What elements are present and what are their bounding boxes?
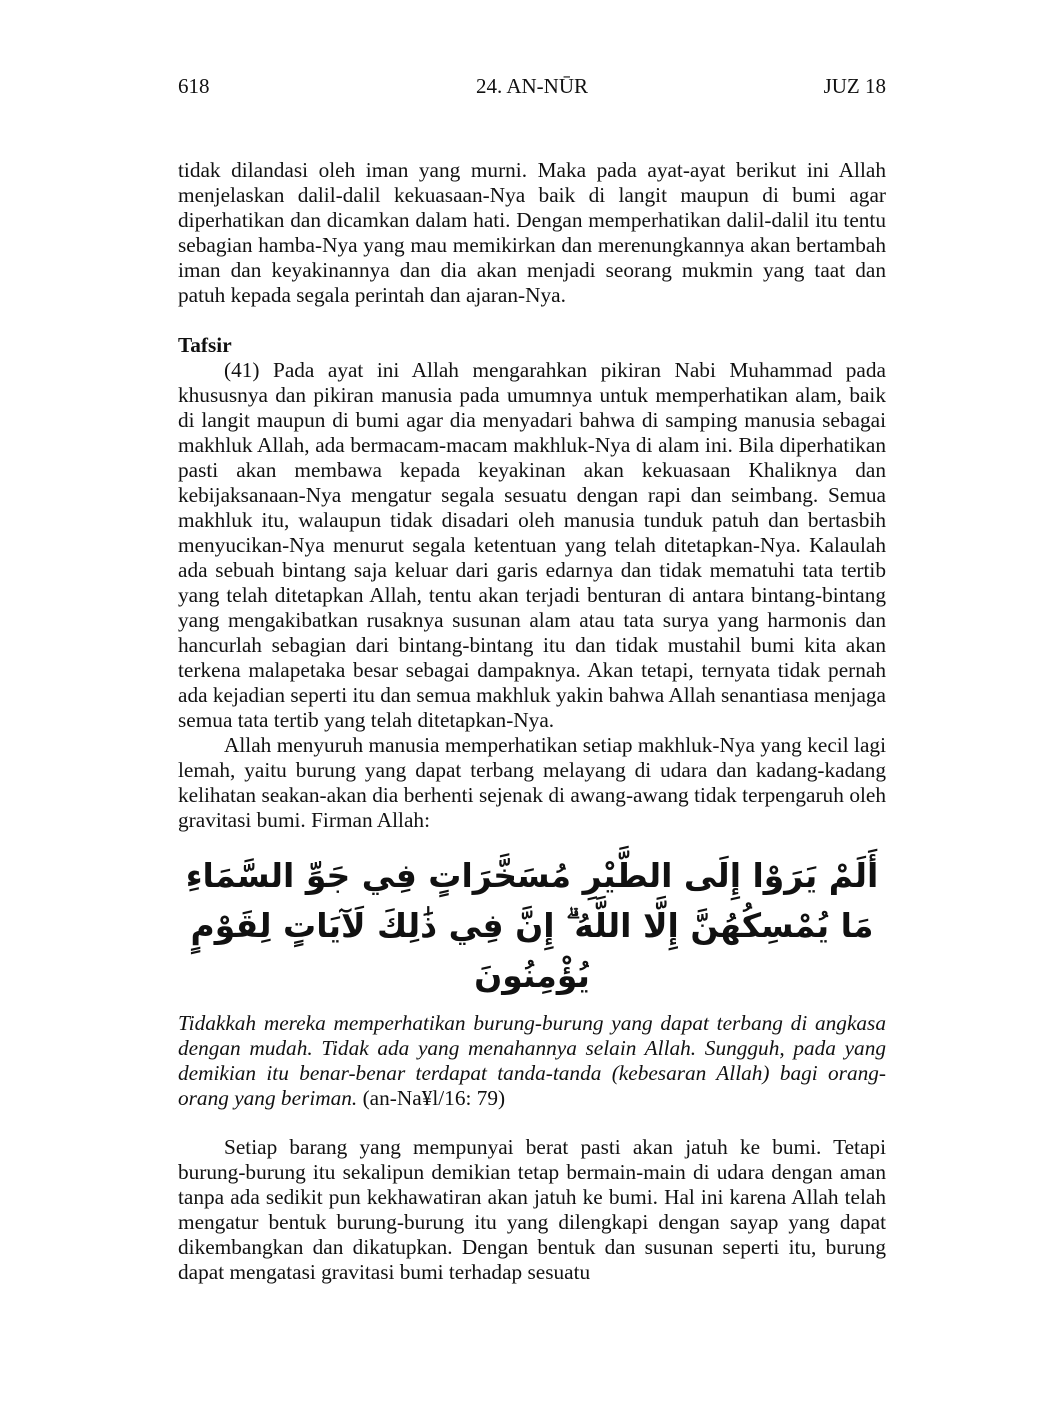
running-header [178, 74, 886, 106]
section-heading: Tafsir [178, 333, 232, 357]
intro-paragraph: tidak dilandasi oleh iman yang murni. Maka pada ayat-ayat berikut ini Allah menjelaskan dalil-dalil kekuasaan-Nya baik di langit maupun di bumi agar diperhatikan dan dicamkan dalam hati. Dengan memperhatikan dalil-dalil itu tentu sebagian hamba-Nya yang mau memikirkan dan merenungkannya akan bertambah iman dan keyakinannya dan dia akan menjadi seorang mukmin yang taat dan patuh kepada segala perintah dan ajaran-Nya. [178, 158, 886, 307]
tafsir-paragraph-1: (41) Pada ayat ini Allah mengarahkan pikiran Nabi Muhammad pada khususnya dan pikiran manusia pada umumnya untuk memperhatikan alam, baik di langit maupun di bumi agar dia menyadari bahwa di samping manusia sebagai makhluk Allah, ada bermacam-macam makhluk-Nya di alam ini. Bila diperhatikan pasti akan membawa kepada keyakinan akan kekuasaan Khaliknya dan kebijaksanaan-Nya mengatur segala sesuatu dengan rapi dan seimbang. Semua makhluk itu, walaupun tidak disadari oleh manusia tunduk patuh dan bertasbih menyucikan-Nya menurut segala ketentuan yang telah ditetapkan-Nya. Kalaulah ada sebuah bintang saja keluar dari garis edarnya dan tidak mematuhi tata tertib yang telah ditetapkan Allah, tentu akan terjadi benturan di antara bintang-bintang yang mengakibatkan rusaknya susunan alam atau tata surya yang harmonis dan hancurlah sebagian dari bintang-bintang itu dan tidak mustahil bumi kita akan terkena malapetaka besar sebagai dampaknya. Akan tetapi, ternyata tidak pernah ada kejadian seperti itu dan semua makhluk yakin bahwa Allah senantiasa menjaga semua tata tertib yang telah ditetapkan-Nya. [178, 358, 886, 732]
chapter-title: 24. AN-NŪR [475, 74, 588, 98]
verse-translation [178, 1011, 886, 1111]
verse-reference: (an-Na¥l/16: 79) [362, 1086, 506, 1110]
tafsir-paragraph-3: Setiap barang yang mempunyai berat pasti akan jatuh ke bumi. Tetapi burung-burung itu sekalipun demikian tetap bermain-main di udara dengan aman tanpa ada sedikit pun kekhawatiran akan jatuh ke bumi. Hal ini karena Allah telah mengatur bentuk burung-burung itu yang dilengkapi dengan sayap yang dapat dikembangkan dan dikatupkan. Dengan bentuk dan susunan seperti itu, burung dapat mengatasi gravitasi bumi terhadap sesuatu [178, 1135, 886, 1284]
page-number: 618 [178, 74, 210, 98]
document-page [178, 74, 886, 1285]
arabic-verse: أَلَمْ يَرَوْا إِلَى الطَّيْرِ مُسَخَّرَاتٍ فِي جَوِّ السَّمَاءِ مَا يُمْسِكُهُنَّ إِلَّا اللَّهُ ۗ إِنَّ فِي ذَٰلِكَ لَآيَاتٍ لِقَوْمٍ يُؤْمِنُونَ [185, 856, 879, 995]
translation-text: Tidakkah mereka memperhatikan burung-burung yang dapat terbang di angkasa dengan mudah. Tidak ada yang menahannya selain Allah. Sungguh, pada yang demikian itu benar-benar terdapat tanda-tanda (kebesaran Allah) bagi orang-orang yang beriman. [178, 1011, 886, 1110]
tafsir-paragraph-2: Allah menyuruh manusia memperhatikan setiap makhluk-Nya yang kecil lagi lemah, yaitu burung yang dapat terbang melayang di udara dan kadang-kadang kelihatan seakan-akan dia berhenti sejenak di awang-awang tidak terpengaruh oleh gravitasi bumi. Firman Allah: [178, 733, 886, 832]
juz-label: JUZ 18 [823, 74, 886, 98]
